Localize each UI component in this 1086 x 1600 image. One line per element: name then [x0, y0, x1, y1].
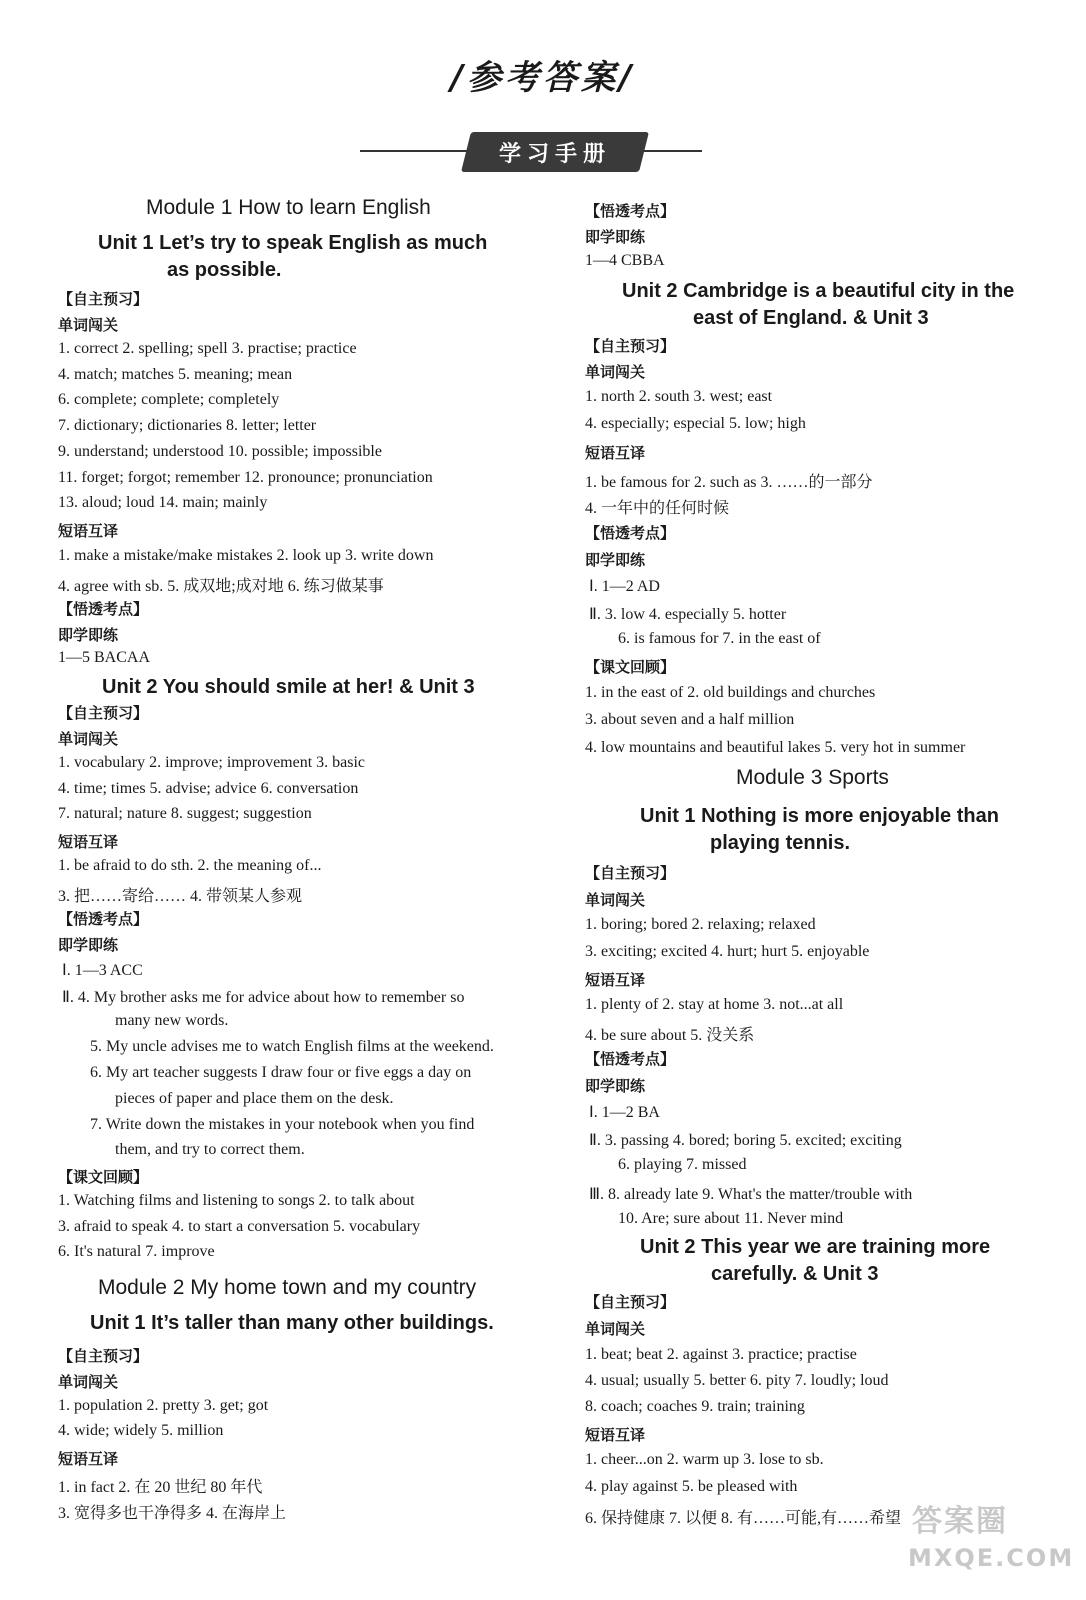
answer-line: 1. correct 2. spelling; spell 3. practise; practice [58, 340, 357, 357]
answer-line: Ⅰ. 1—3 ACC [62, 962, 143, 979]
answer-line: Ⅲ. 8. already late 9. What's the matter/trouble with [589, 1186, 913, 1203]
answer-line: 1. boring; bored 2. relaxing; relaxed [585, 916, 816, 933]
subsection-label: 即学即练 [58, 626, 119, 644]
answer-line: 4. be sure about 5. 没关系 [585, 1027, 755, 1044]
answer-line: many new words. [115, 1012, 229, 1029]
answer-line: 9. understand; understood 10. possible; impossible [58, 443, 382, 460]
section-tag: 【悟透考点】 [585, 1050, 676, 1068]
unit-heading: Unit 1 Nothing is more enjoyable than [640, 805, 999, 827]
answer-line: 8. coach; coaches 9. train; training [585, 1398, 805, 1415]
module-heading: Module 1 How to learn English [146, 196, 431, 219]
answer-line: 1. vocabulary 2. improve; improvement 3. basic [58, 754, 366, 771]
answer-line: 5. My uncle advises me to watch English films at the weekend. [90, 1038, 494, 1055]
unit-heading: Unit 1 Let’s try to speak English as much [98, 232, 488, 254]
answer-line: 4. usual; usually 5. better 6. pity 7. loudly; loud [585, 1372, 889, 1389]
answer-line: 4. match; matches 5. meaning; mean [58, 366, 293, 383]
answer-line: 1. population 2. pretty 3. get; got [58, 1397, 269, 1414]
answer-line: 3. afraid to speak 4. to start a conversation 5. vocabulary [58, 1218, 421, 1235]
subsection-label: 短语互译 [58, 522, 119, 540]
answer-line: 4. wide; widely 5. million [58, 1422, 224, 1439]
subsection-label: 短语互译 [585, 444, 646, 462]
answer-line: 1. plenty of 2. stay at home 3. not...at all [585, 996, 844, 1013]
answer-line: 3. exciting; excited 4. hurt; hurt 5. enjoyable [585, 943, 870, 960]
unit-heading: Unit 2 You should smile at her! & Unit 3 [102, 676, 475, 698]
answer-line: 1—4 CBBA [585, 252, 665, 269]
answer-line: 1—5 BACAA [58, 649, 151, 666]
answer-line: 6. 保持健康 7. 以便 8. 有……可能,有……希望 [585, 1510, 902, 1527]
unit-heading: Unit 1 It’s taller than many other buildings. [90, 1312, 494, 1334]
section-tag: 【自主预习】 [585, 864, 676, 882]
answer-line: them, and try to correct them. [115, 1141, 305, 1158]
answer-line: Ⅱ. 3. passing 4. bored; boring 5. excited; exciting [589, 1132, 902, 1149]
answer-line: 13. aloud; loud 14. main; mainly [58, 494, 268, 511]
section-tag: 【自主预习】 [58, 1347, 149, 1365]
subsection-label: 单词闯关 [58, 316, 119, 334]
page-title: /参考答案/ [450, 58, 636, 98]
answer-line: Ⅰ. 1—2 AD [589, 578, 660, 595]
answer-line: 1. beat; beat 2. against 3. practice; practise [585, 1346, 857, 1363]
answer-line: 6. complete; complete; completely [58, 391, 280, 408]
unit-heading-cont: carefully. & Unit 3 [711, 1263, 879, 1285]
subsection-label: 即学即练 [585, 1077, 646, 1095]
answer-line: 6. It's natural 7. improve [58, 1243, 215, 1260]
answer-line: 4. especially; especial 5. low; high [585, 415, 806, 432]
answer-line: 1. north 2. south 3. west; east [585, 388, 773, 405]
answer-line: 3. about seven and a half million [585, 711, 795, 728]
answer-line: 4. time; times 5. advise; advice 6. conversation [58, 780, 359, 797]
answer-line: 6. is famous for 7. in the east of [618, 630, 821, 647]
banner-rule-left [360, 150, 470, 152]
answer-line: 4. agree with sb. 5. 成双地;成对地 6. 练习做某事 [58, 578, 384, 595]
subsection-label: 即学即练 [58, 936, 119, 954]
subsection-label: 单词闯关 [585, 891, 646, 909]
section-tag: 【课文回顾】 [585, 658, 676, 676]
answer-line: 4. low mountains and beautiful lakes 5. very hot in summer [585, 739, 966, 756]
section-tag: 【悟透考点】 [585, 524, 676, 542]
answer-line: 10. Are; sure about 11. Never mind [618, 1210, 844, 1227]
unit-heading-cont: playing tennis. [710, 832, 851, 854]
answer-line: 1. be famous for 2. such as 3. ……的一部分 [585, 474, 873, 491]
section-tag: 【课文回顾】 [58, 1168, 149, 1186]
module-heading: Module 3 Sports [736, 766, 889, 789]
answer-line: 1. Watching films and listening to songs 2. to talk about [58, 1192, 415, 1209]
answer-line: 11. forget; forgot; remember 12. pronounce; pronunciation [58, 469, 433, 486]
section-tag: 【自主预习】 [58, 704, 149, 722]
answer-line: 1. be afraid to do sth. 2. the meaning of... [58, 857, 322, 874]
unit-heading-cont: as possible. [167, 259, 282, 281]
answer-line: 3. 把……寄给…… 4. 带领某人参观 [58, 888, 303, 905]
answer-line: 6. My art teacher suggests I draw four or five eggs a day on [90, 1064, 472, 1081]
section-tag: 【自主预习】 [585, 337, 676, 355]
answer-line: Ⅱ. 3. low 4. especially 5. hotter [589, 606, 787, 623]
unit-heading-cont: east of England. & Unit 3 [693, 307, 929, 329]
section-banner-label: 学习手册 [498, 142, 611, 167]
answer-line: Ⅱ. 4. My brother asks me for advice about how to remember so [62, 989, 465, 1006]
section-tag: 【悟透考点】 [585, 202, 676, 220]
subsection-label: 短语互译 [58, 1450, 119, 1468]
answer-line: 1. cheer...on 2. warm up 3. lose to sb. [585, 1451, 824, 1468]
answer-line: 1. make a mistake/make mistakes 2. look up 3. write down [58, 547, 434, 564]
answer-line: Ⅰ. 1—2 BA [589, 1104, 660, 1121]
section-tag: 【自主预习】 [58, 290, 149, 308]
watermark-logo: 答案圈 [912, 1504, 1008, 1539]
answer-line: 4. 一年中的任何时候 [585, 500, 730, 517]
subsection-label: 即学即练 [585, 551, 646, 569]
subsection-label: 短语互译 [585, 1426, 646, 1444]
section-tag: 【悟透考点】 [58, 910, 149, 928]
subsection-label: 短语互译 [58, 833, 119, 851]
answer-line: 7. dictionary; dictionaries 8. letter; letter [58, 417, 317, 434]
answer-line: 7. natural; nature 8. suggest; suggestion [58, 805, 312, 822]
subsection-label: 单词闯关 [585, 1320, 646, 1338]
section-tag: 【悟透考点】 [58, 600, 149, 618]
section-tag: 【自主预习】 [585, 1293, 676, 1311]
answer-line: 4. play against 5. be pleased with [585, 1478, 798, 1495]
answer-line: 7. Write down the mistakes in your notebook when you find [90, 1116, 475, 1133]
subsection-label: 单词闯关 [585, 363, 646, 381]
unit-heading: Unit 2 Cambridge is a beautiful city in the [622, 280, 1015, 302]
answer-line: 1. in the east of 2. old buildings and churches [585, 684, 876, 701]
module-heading: Module 2 My home town and my country [98, 1276, 477, 1299]
answer-line: 3. 宽得多也干净得多 4. 在海岸上 [58, 1505, 287, 1522]
answer-line: pieces of paper and place them on the desk. [115, 1090, 394, 1107]
subsection-label: 即学即练 [585, 228, 646, 246]
subsection-label: 单词闯关 [58, 730, 119, 748]
banner-rule-right [640, 150, 702, 152]
answer-line: 6. playing 7. missed [618, 1156, 747, 1173]
subsection-label: 单词闯关 [58, 1373, 119, 1391]
unit-heading: Unit 2 This year we are training more [640, 1236, 991, 1258]
subsection-label: 短语互译 [585, 971, 646, 989]
answer-line: 1. in fact 2. 在 20 世纪 80 年代 [58, 1479, 263, 1496]
watermark-site: MXQE.COM [908, 1544, 1075, 1572]
